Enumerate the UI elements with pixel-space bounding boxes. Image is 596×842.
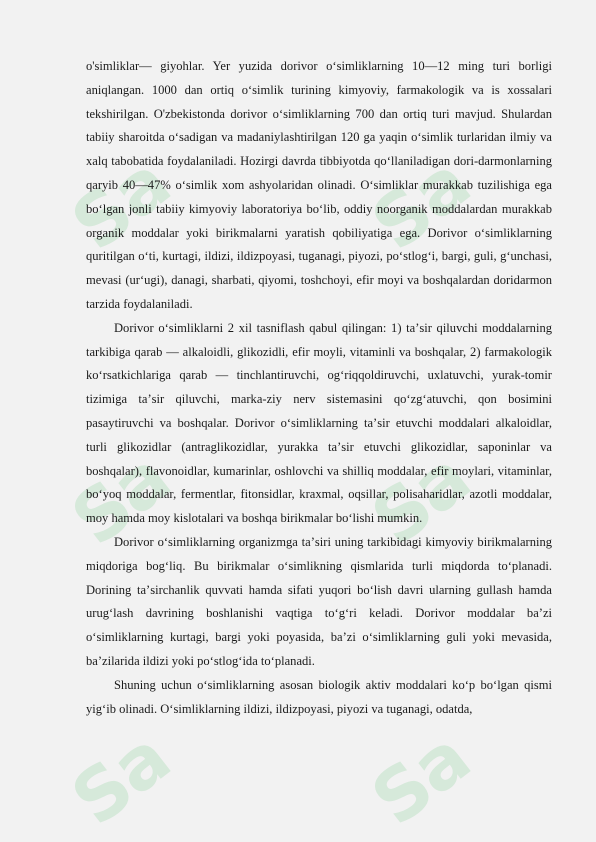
watermark-logo: Sa xyxy=(56,140,185,267)
watermark-logo: Sa xyxy=(356,140,485,267)
watermark-logo: Sa xyxy=(356,435,485,562)
watermark-logo: Sa xyxy=(56,715,185,842)
document-body xyxy=(86,55,552,721)
paragraph-3: Dorivor oʻsimliklarning organizmga taʼsiri uning tarkibidagi kimyoviy birikmalarning miqdoriga bogʻliq. Bu birikmalar oʻsimlikning qismlarida turli miqdorda toʻplanadi. Dorining taʼsirchanlik quvvati hamda sifati yuqori boʻlish davri ularning gullash hamda urugʻlash davrining boshlanishi vaqtiga toʻgʻri keladi. Dorivor moddalar baʼzi oʻsimliklarning kurtagi, bargi yoki poyasida, baʼzi oʻsimliklarning guli yoki mevasida, baʼzilarida ildizi yoki poʻstlogʻida toʻplanadi. xyxy=(86,534,552,668)
watermark-logo: Sa xyxy=(56,435,185,562)
paragraph-4: Shuning uchun oʻsimliklarning asosan biologik aktiv moddalari koʻp boʻlgan qismi yigʻib olinadi. Oʻsimliklarning ildizi, ildizpoyasi, piyozi va tuganagi, odatda, xyxy=(86,677,552,716)
paragraph-1: o'simliklar— giyohlar. Yer yuzida dorivor oʻsimliklarning 10—12 ming turi borligi aniqlangan. 1000 dan ortiq oʻsimlik turining kimyoviy, farmakologik va is xossalari tekshirilgan. O'zbekistonda dorivor oʻsimliklarning 700 dan ortiq turi mavjud. Shulardan tabiiy sharoitda oʻsadigan va madaniylashtirilgan 120 ga yaqin oʻsimlik turlaridan ilmiy va xalq tabobatida foydalaniladi. Hozirgi davrda tibbiyotda qoʻllaniladigan dori-darmonlarning qaryib 40—47% oʻsimlik xom ashyolaridan olinadi. Oʻsimliklar murakkab tuzilishiga ega boʻlgan jonli tabiiy kimyoviy laboratoriya boʻlib, oddiy noorganik moddalardan murakkab organik moddalar yoki birikmalarni yaratish qobiliyatiga ega. Dorivor oʻsimliklarning quritilgan oʻti, kurtagi, ildizi, ildizpoyasi, tuganagi, piyozi, poʻstlogʻi, bargi, guli, gʻunchasi, mevasi (urʻugi), danagi, sharbati, qiyomi, toshchoyi, efir moyi va boshqalardan doridarmon tarzida foydalaniladi. xyxy=(86,59,552,311)
watermark-logo: Sa xyxy=(356,715,485,842)
paragraph-2: Dorivor oʻsimliklarni 2 xil tasniflash qabul qilingan: 1) taʼsir qiluvchi moddalarning tarkibiga qarab — alkaloidli, glikozidli, efir moyli, vitaminli va boshqalar, 2) farmakologik koʻrsatkichlariga qarab — tinchlantiruvchi, ogʻriqqoldiruvchi, uxlatuvchi, yurak-tomir tizimiga taʼsir qiluvchi, marka-ziy nerv sistemasini qoʻzgʻatuvchi, qon bosimini pasaytiruvchi va boshqalar. Dorivor oʻsimliklarning taʼsir etuvchi moddalari alkaloidlar, turli glikozidlar (antraglikozidlar, yurakka taʼsir etuvchi glikozidlar, saponinlar va boshqalar), flavonoidlar, kumarinlar, oshlovchi va shilliq moddalar, efir moylari, vitaminlar, boʻyoq moddalar, fermentlar, fitonsidlar, kraxmal, oqsillar, polisaharidlar, azotli moddalar, moy hamda moy kislotalari va boshqa birikmalar boʻlishi mumkin. xyxy=(86,320,552,526)
